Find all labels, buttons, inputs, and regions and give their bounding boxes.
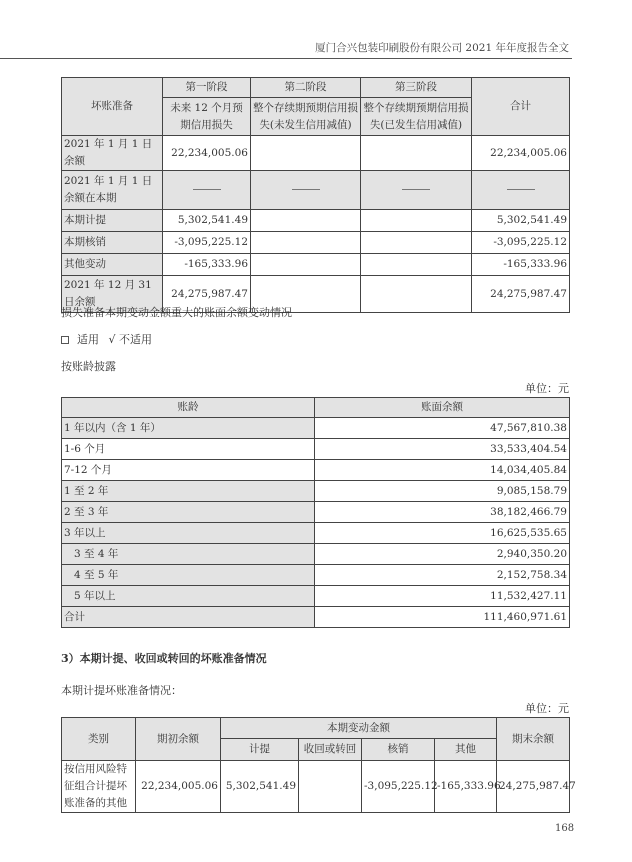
other-value: -165,333.96 [435, 761, 497, 813]
aging-label: 1 年以内（含 1 年） [62, 418, 315, 439]
total-value: 5,302,541.49 [472, 210, 570, 232]
dash-placeholder [402, 189, 430, 190]
change-note: 损失准备本期变动金额重大的账面余额变动情况 [61, 306, 292, 319]
row-label: 2021 年 1 月 1 日余额在本期 [62, 171, 163, 210]
aging-label: 1-6 个月 [62, 439, 315, 460]
table-row [62, 136, 570, 171]
aging-label: 3 至 4 年 [62, 544, 315, 565]
total-value: -165,333.96 [472, 254, 570, 276]
aging-label: 合计 [62, 607, 315, 628]
page-number: 168 [555, 823, 575, 834]
stage-2-value [251, 136, 361, 171]
recovery-header: 收回或转回 [299, 739, 362, 761]
table-row [62, 481, 570, 502]
stage-2-desc: 整个存续期预期信用损失(未发生信用减值) [251, 98, 361, 136]
table-row [62, 607, 570, 628]
applicability-line [61, 331, 152, 347]
table-row [62, 210, 570, 232]
table-row [62, 565, 570, 586]
balance-value: 9,085,158.79 [315, 481, 570, 502]
stage-3-value [361, 254, 472, 276]
corner-label: 坏账准备 [62, 78, 163, 136]
stage-3-value [361, 171, 472, 210]
stage-2-value [251, 171, 361, 210]
balance-value: 2,940,350.20 [315, 544, 570, 565]
stage-3-value [361, 232, 472, 254]
stage-1-value [163, 171, 251, 210]
aging-label: 1 至 2 年 [62, 481, 315, 502]
stage-1-value: -3,095,225.12 [163, 232, 251, 254]
aging-header: 账龄 [62, 398, 315, 418]
total-value: 24,275,987.47 [472, 276, 570, 313]
opening-value: 22,234,005.06 [136, 761, 221, 813]
category-header: 类别 [62, 718, 136, 761]
header-divider [0, 58, 572, 59]
aging-label: 7-12 个月 [62, 460, 315, 481]
row-label: 其他变动 [62, 254, 163, 276]
table-row [62, 544, 570, 565]
aging-label: 4 至 5 年 [62, 565, 315, 586]
category-value: 按信用风险特征组合计提坏账准备的其他 [62, 761, 136, 813]
table-row [62, 586, 570, 607]
check-mark-icon: √ [108, 333, 116, 346]
balance-value: 47,567,810.38 [315, 418, 570, 439]
stage-1-value: 24,275,987.47 [163, 276, 251, 313]
stage-2-value [251, 254, 361, 276]
balance-value: 111,460,971.61 [315, 607, 570, 628]
total-value: -3,095,225.12 [472, 232, 570, 254]
balance-value: 33,533,404.54 [315, 439, 570, 460]
aging-label: 2 至 3 年 [62, 502, 315, 523]
stage-2-value [251, 210, 361, 232]
aging-title: 按账龄披露 [61, 360, 116, 373]
stage-3-value [361, 136, 472, 171]
stage-1-desc: 未来 12 个月预期信用损失 [163, 98, 251, 136]
row-label: 2021 年 1 月 1 日余额 [62, 136, 163, 171]
stage-1-value: 22,234,005.06 [163, 136, 251, 171]
not-applicable-label: 不适用 [119, 333, 153, 346]
table-row [62, 523, 570, 544]
section-3-title: 3）本期计提、收回或转回的坏账准备情况 [61, 652, 267, 665]
unit-label: 单位：元 [525, 702, 569, 715]
row-label: 本期计提 [62, 210, 163, 232]
closing-value: 24,275,987.47 [497, 761, 570, 813]
balance-value: 38,182,466.79 [315, 502, 570, 523]
writeoff-value: -3,095,225.12 [362, 761, 435, 813]
total-value: 22,234,005.06 [472, 136, 570, 171]
section-3-subtitle: 本期计提坏账准备情况： [61, 684, 182, 697]
stage-1-value: -165,333.96 [163, 254, 251, 276]
stage-3-desc: 整个存续期预期信用损失(已发生信用减值) [361, 98, 472, 136]
other-header: 其他 [435, 739, 497, 761]
applicable-label: 适用 [77, 333, 99, 346]
stage-3-value [361, 210, 472, 232]
stage-2-header: 第二阶段 [251, 78, 361, 98]
unit-label: 单位：元 [525, 382, 569, 395]
stage-2-value [251, 232, 361, 254]
balance-header: 账面余额 [315, 398, 570, 418]
balance-value: 11,532,427.11 [315, 586, 570, 607]
recovery-value [299, 761, 362, 813]
checkbox-icon [61, 336, 69, 344]
bad-debt-provision-table [61, 77, 570, 313]
table-row [62, 418, 570, 439]
provision-value: 5,302,541.49 [221, 761, 299, 813]
stage-1-value: 5,302,541.49 [163, 210, 251, 232]
opening-balance-header: 期初余额 [136, 718, 221, 761]
table-row [62, 761, 570, 813]
balance-value: 14,034,405.84 [315, 460, 570, 481]
dash-placeholder [507, 189, 535, 190]
provision-change-table [61, 717, 576, 813]
writeoff-header: 核销 [362, 739, 435, 761]
provision-header: 计提 [221, 739, 299, 761]
closing-balance-header: 期末余额 [497, 718, 570, 761]
change-group-header: 本期变动金额 [221, 718, 497, 739]
row-label: 本期核销 [62, 232, 163, 254]
stage-3-value [361, 276, 472, 313]
report-header-title: 厦门合兴包装印刷股份有限公司 2021 年年度报告全文 [315, 42, 569, 54]
total-header: 合计 [472, 78, 570, 136]
table-row [62, 254, 570, 276]
balance-value: 2,152,758.34 [315, 565, 570, 586]
table-row [62, 439, 570, 460]
row-label: 2021 年 12 月 31 日余额 [62, 276, 163, 313]
table-row [62, 502, 570, 523]
table-row [62, 171, 570, 210]
stage-1-header: 第一阶段 [163, 78, 251, 98]
aging-label: 3 年以上 [62, 523, 315, 544]
table-row [62, 232, 570, 254]
stage-3-header: 第三阶段 [361, 78, 472, 98]
total-value [472, 171, 570, 210]
aging-table [61, 397, 570, 628]
table-row [62, 460, 570, 481]
aging-label: 5 年以上 [62, 586, 315, 607]
dash-placeholder [292, 189, 320, 190]
balance-value: 16,625,535.65 [315, 523, 570, 544]
dash-placeholder [193, 189, 221, 190]
